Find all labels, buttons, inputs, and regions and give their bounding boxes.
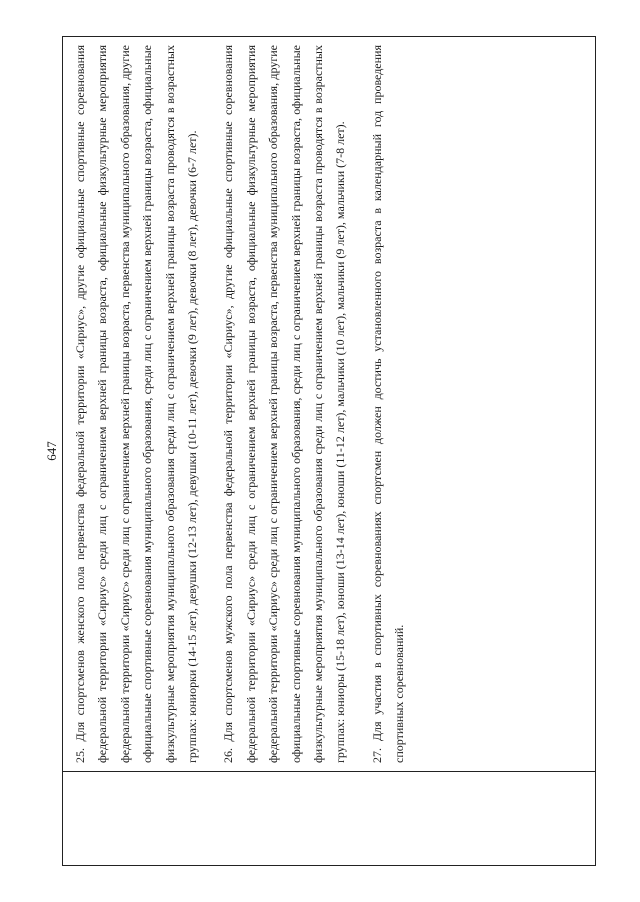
table-right-cell <box>63 37 595 771</box>
page-number: 647 <box>44 441 59 461</box>
paragraph-26: 26. Для спортсменов мужского пола первенства федеральной территории «Сириус», другие официальные спортивные соревнования федеральной территории «Сириус» среди лиц с ограничением верхней границы возраста, официальные физкультурные мероприятия федеральной территории «Сириус» среди лиц с ограничением верхней границы возраста, первенства муниципального образования, другие официальные спортивные соревнования муниципального образования, среди лиц с ограничением верхней границы возраста, официальные физкультурные мероприятия муниципального образования среди лиц с ограничением верхней границы возраста проводятся в возрастных группах: юниоры (15-18 лет), юноши (13-14 лет), юноши (11-12 лет), мальчики (10 лет), мальчики (9 лет), мальчики (7-8 лет). <box>221 45 348 763</box>
table-left-cell <box>63 771 595 865</box>
paragraph-27: 27. Для участия в спортивных соревнованиях спортсмен должен достичь установленного возраста в календарный год проведения спортивных соревнований. <box>369 45 407 763</box>
paragraph-25: 25. Для спортсменов женского пола первенства федеральной территории «Сириус», другие официальные спортивные соревнования федеральной территории «Сириус» среди лиц с ограничением верхней границы возраста, официальные физкультурные мероприятия федеральной территории «Сириус» среди лиц с ограничением верхней границы возраста, первенства муниципального образования, другие официальные спортивные соревнования муниципального образования, среди лиц с ограничением верхней границы возраста, официальные физкультурные мероприятия муниципального образования среди лиц с ограничением верхней границы возраста проводятся в возрастных группах: юниорки (14-15 лет), девушки (12-13 лет), девушки (10-11 лет), девочки (9 лет), девочки (8 лет), девочки (6-7 лет). <box>73 45 200 763</box>
document-table <box>62 36 596 866</box>
